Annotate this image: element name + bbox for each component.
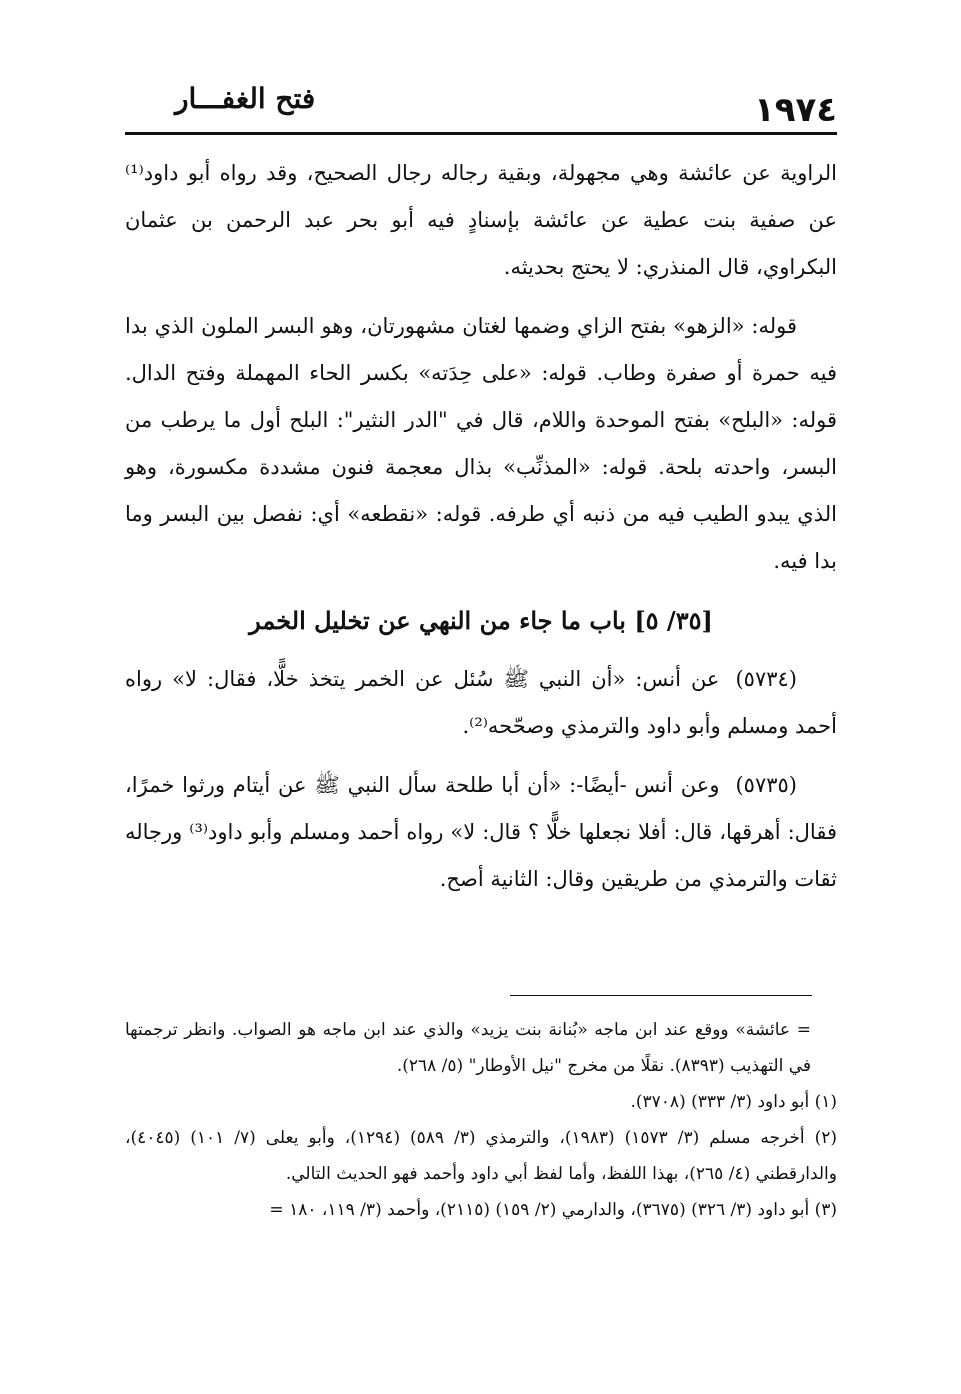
- hadith-5735: [125, 762, 837, 903]
- footnotes: [125, 1012, 837, 1228]
- section-heading: [٣٥/ ٥] باب ما جاء من النهي عن تخليل الخمر: [249, 606, 713, 635]
- hadith-text: وعن أنس -أيضًا-: «أن أبا طلحة سأل النبي ﷺ عن أيتام ورثوا خمرًا، فقال: أهرقها، قال: أفلا نجعلها خلًّا ؟ قال: لا» رواه أحمد ومسلم وأبو داود⁽³⁾ ورجاله ثقات والترمذي من طريقين وقال: الثانية أصح.: [125, 773, 837, 891]
- footnote-1: (١) أبو داود (٣/ ٣٣٣) (٣٧٠٨).: [630, 1092, 837, 1112]
- footnote-3: (٣) أبو داود (٣/ ٣٢٦) (٣٦٧٥)، والدارمي (٢/ ١٥٩) (٢١١٥)، وأحمد (٣/ ١١٩، ١٨٠ =: [269, 1200, 837, 1220]
- hadith-number: (٥٧٣٤): [735, 667, 797, 691]
- page-header: [125, 82, 837, 135]
- footnote-divider: [510, 995, 812, 996]
- hadith-number: (٥٧٣٥): [735, 773, 797, 797]
- book-title: فتح الغفـــار: [175, 82, 316, 115]
- hadith-5734: [125, 656, 837, 750]
- paragraph-1: الراوية عن عائشة وهي مجهولة، وبقية رجاله رجال الصحيح، وقد رواه أبو داود⁽¹⁾ عن صفية بنت عطية عن عائشة بإسنادٍ فيه أبو بحر عبد الرحمن بن عثمان البكراوي، قال المنذري: لا يحتج بحديثه.: [125, 161, 837, 279]
- footnote-2: (٢) أخرجه مسلم (٣/ ١٥٧٣) (١٩٨٣)، والترمذي (٣/ ٥٨٩) (١٢٩٤)، وأبو يعلى (٧/ ١٠١) (٤٠٤٥)، والدارقطني (٤/ ٢٦٥)، بهذا اللفظ، وأما لفظ أبي داود وأحمد فهو الحديث التالي.: [125, 1128, 837, 1184]
- page-number: ١٩٧٤: [753, 90, 837, 130]
- footnote-continuation: = عائشة» ووقع عند ابن ماجه «بُنانة بنت يزيد» والذي عند ابن ماجه هو الصواب. وانظر ترجمتها في التهذيب (٨٣٩٣). نقلًا من مخرج "نيل الأوطار" (٥/ ٢٦٨).: [125, 1020, 811, 1076]
- main-text: [125, 150, 837, 915]
- hadith-text: عن أنس: «أن النبي ﷺ سُئل عن الخمر يتخذ خلًّا، فقال: لا» رواه أحمد ومسلم وأبو داود والترمذي وصحّحه⁽²⁾.: [125, 667, 837, 738]
- paragraph-2: قوله: «الزهو» بفتح الزاي وضمها لغتان مشهورتان، وهو البسر الملون الذي بدا فيه حمرة أو صفرة وطاب. قوله: «على حِدَته» بكسر الحاء المهملة وفتح الدال. قوله: «البلح» بفتح الموحدة واللام، قال في "الدر النثير": البلح أول ما يرطب من البسر، واحدته بلحة. قوله: «المذنِّب» بذال معجمة فنون مشددة مكسورة، وهو الذي يبدو الطيب فيه من ذنبه أي طرفه. قوله: «نقطعه» أي: نفصل بين البسر وما بدا فيه.: [125, 314, 837, 573]
